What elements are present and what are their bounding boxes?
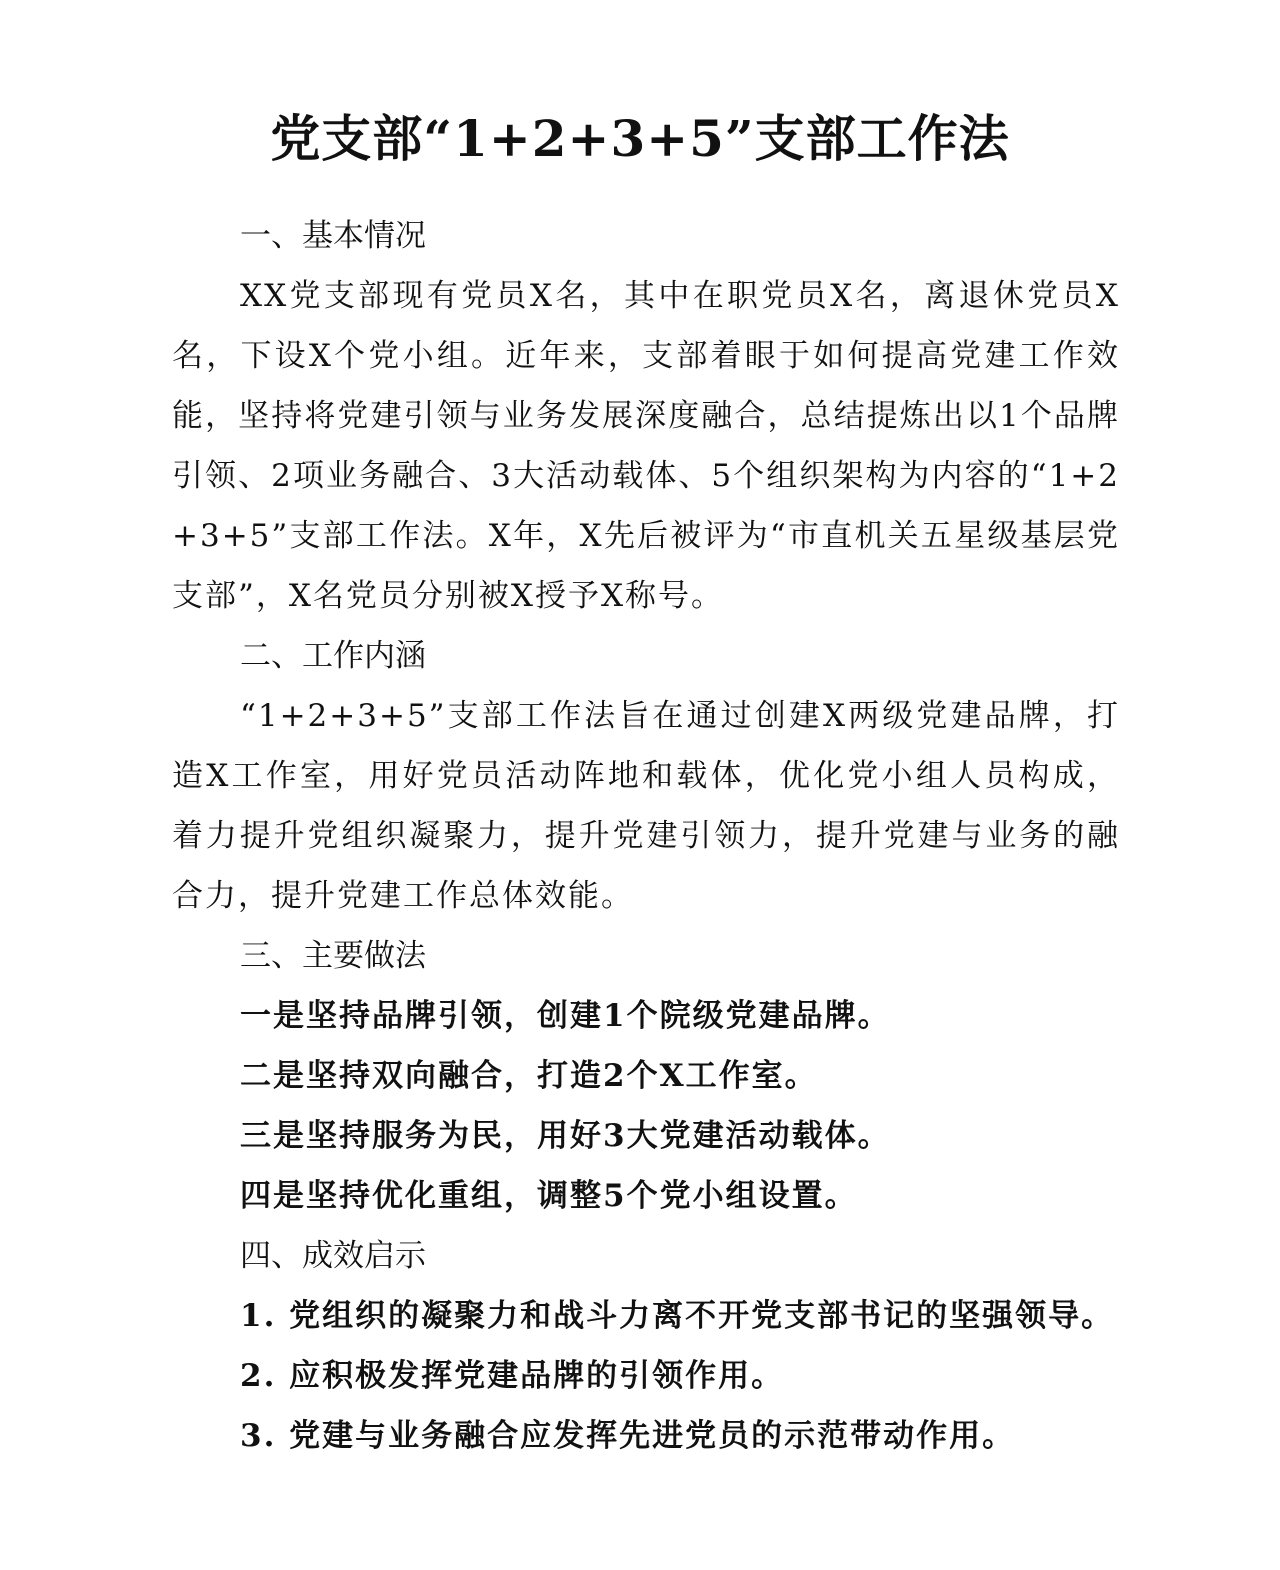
section-heading-practices: 三、主要做法 [240,938,426,974]
section-heading-basic-info: 一、基本情况 [240,218,426,254]
practice-item: 四是坚持优化重组，调整5个党小组设置。 [240,1178,858,1214]
section-heading-connotation: 二、工作内涵 [240,638,426,674]
result-item: 2. 应积极发挥党建品牌的引领作用。 [240,1358,785,1394]
practice-item: 三是坚持服务为民，用好3大党建活动载体。 [240,1118,891,1154]
section-paragraph-connotation: “1+2+3+5”支部工作法旨在通过创建X两级党建品牌，打造X工作室，用好党员活动阵地和载体，优化党小组人员构成，着力提升党组织凝聚力，提升党建引领力，提升党建与业务的融合力，提升党建工作总体效能。 [172,698,1120,914]
result-item: 3. 党建与业务融合应发挥先进党员的示范带动作用。 [240,1418,1016,1454]
section-heading-results: 四、成效启示 [240,1238,426,1274]
document-title: 党支部“1+2+3+5”支部工作法 [270,109,1010,168]
practice-item: 一是坚持品牌引领，创建1个院级党建品牌。 [240,998,891,1034]
section-paragraph-basic-info: XX党支部现有党员X名，其中在职党员X名，离退休党员X名，下设X个党小组。近年来，支部着眼于如何提高党建工作效能，坚持将党建引领与业务发展深度融合，总结提炼出以1个品牌引领、2项业务融合、3大活动载体、5个组织架构为内容的“1+2+3+5”支部工作法。X年，X先后被评为“市直机关五星级基层党支部”，X名党员分别被X授予X称号。 [172,278,1120,614]
practice-item: 二是坚持双向融合，打造2个X工作室。 [240,1058,818,1094]
document-body [172,206,1120,1466]
result-item: 1. 党组织的凝聚力和战斗力离不开党支部书记的坚强领导。 [240,1298,1115,1334]
